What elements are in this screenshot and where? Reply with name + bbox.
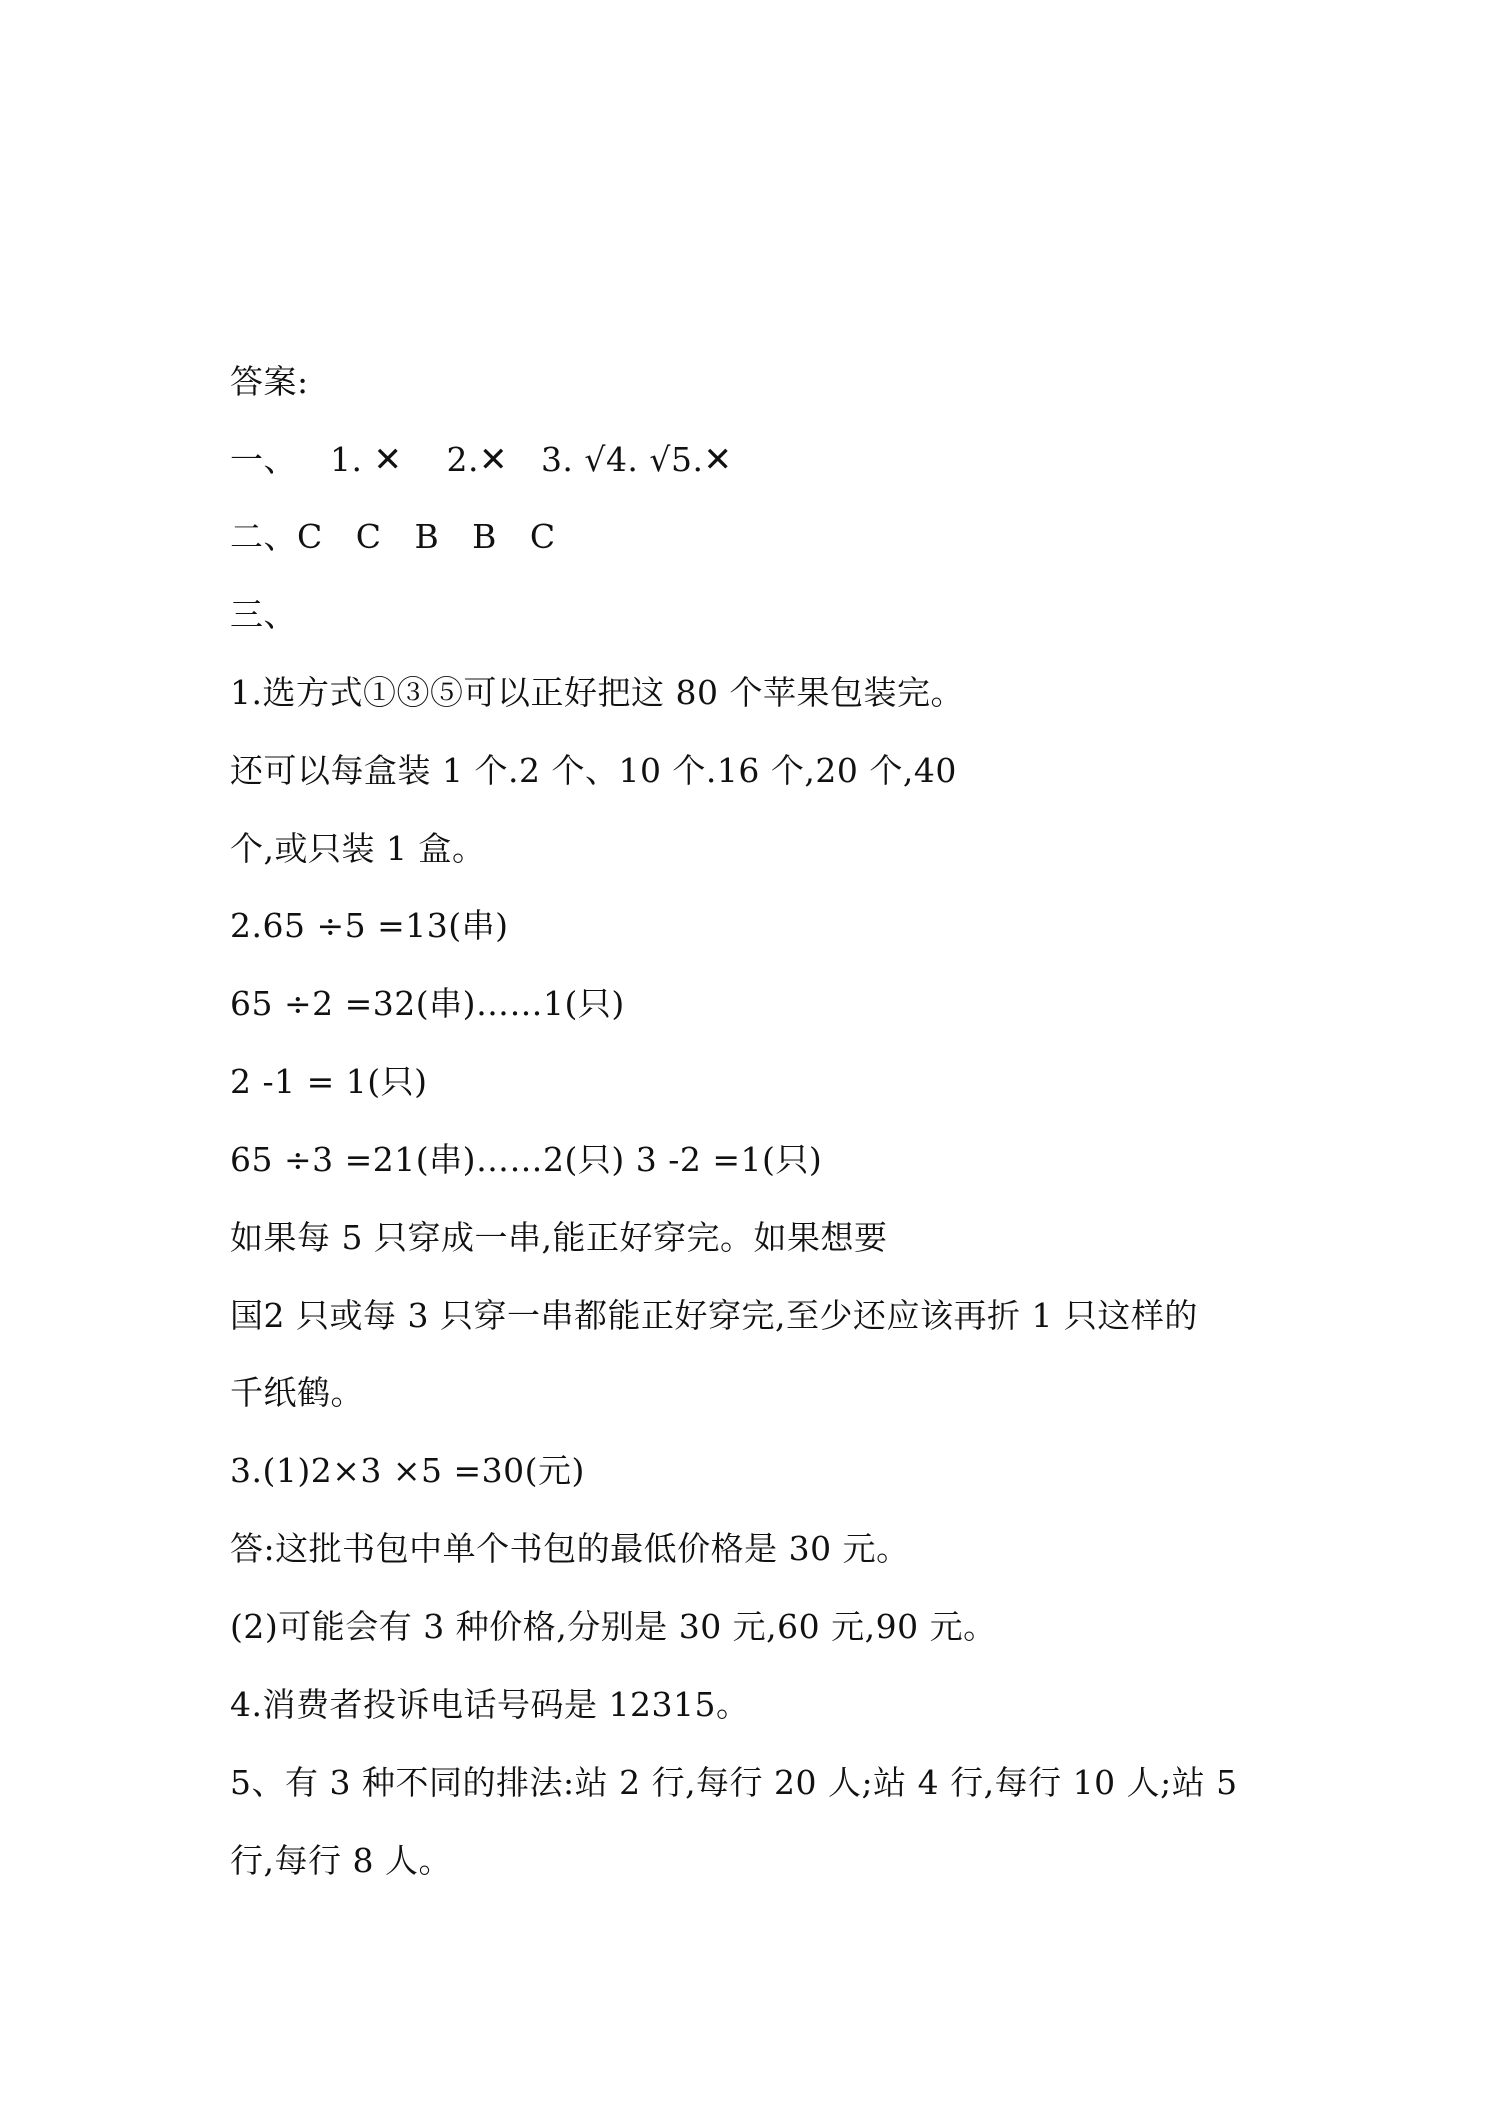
answer-line: 国2 只或每 3 只穿一串都能正好穿完,至少还应该再折 1 只这样的 (230, 1296, 1198, 1335)
cross-mark-icon: ✕ (703, 440, 733, 480)
answer-line: 千纸鹤。 (230, 1373, 364, 1412)
section-1-label: 一、 (230, 440, 297, 479)
answer-line: 行,每行 8 人。 (230, 1841, 452, 1880)
answer-line: 3.(1)2×3 ×5 =30(元) (230, 1451, 585, 1490)
answer-line: 4.消费者投诉电话号码是 12315。 (230, 1685, 750, 1724)
section-1-true-false (230, 440, 732, 480)
answer-line: 65 ÷2 =32(串)……1(只) (230, 984, 625, 1023)
answer-line: 还可以每盒装 1 个.2 个、10 个.16 个,20 个,40 (230, 751, 957, 790)
answer-line: 5、有 3 种不同的排法:站 2 行,每行 20 人;站 4 行,每行 10 人;站 5 (230, 1763, 1238, 1802)
cross-mark-icon: ✕ (373, 440, 403, 480)
section-1-item-3-to-5: 3. √4. √5. (540, 440, 704, 479)
answer-line: 个,或只装 1 盒。 (230, 829, 486, 868)
answer-line: 1.选方式①③⑤可以正好把这 80 个苹果包装完。 (230, 673, 964, 712)
answer-line: 2.65 ÷5 =13(串) (230, 906, 509, 945)
section-3-label: 三、 (230, 595, 297, 634)
section-2-choices: 二、C C B B C (230, 517, 556, 556)
answer-line: (2)可能会有 3 种价格,分别是 30 元,60 元,90 元。 (230, 1607, 997, 1646)
answer-heading: 答案: (230, 362, 309, 401)
section-1-item-1: 1. (329, 440, 363, 479)
answer-line: 2 -1 = 1(只) (230, 1062, 428, 1101)
section-1-item-2: 2. (446, 440, 479, 479)
answer-line: 答:这批书包中单个书包的最低价格是 30 元。 (230, 1529, 910, 1568)
answer-line: 如果每 5 只穿成一串,能正好穿完。如果想要 (230, 1218, 888, 1257)
answer-line: 65 ÷3 =21(串)……2(只) 3 -2 =1(只) (230, 1140, 823, 1179)
cross-mark-icon: ✕ (478, 440, 508, 480)
